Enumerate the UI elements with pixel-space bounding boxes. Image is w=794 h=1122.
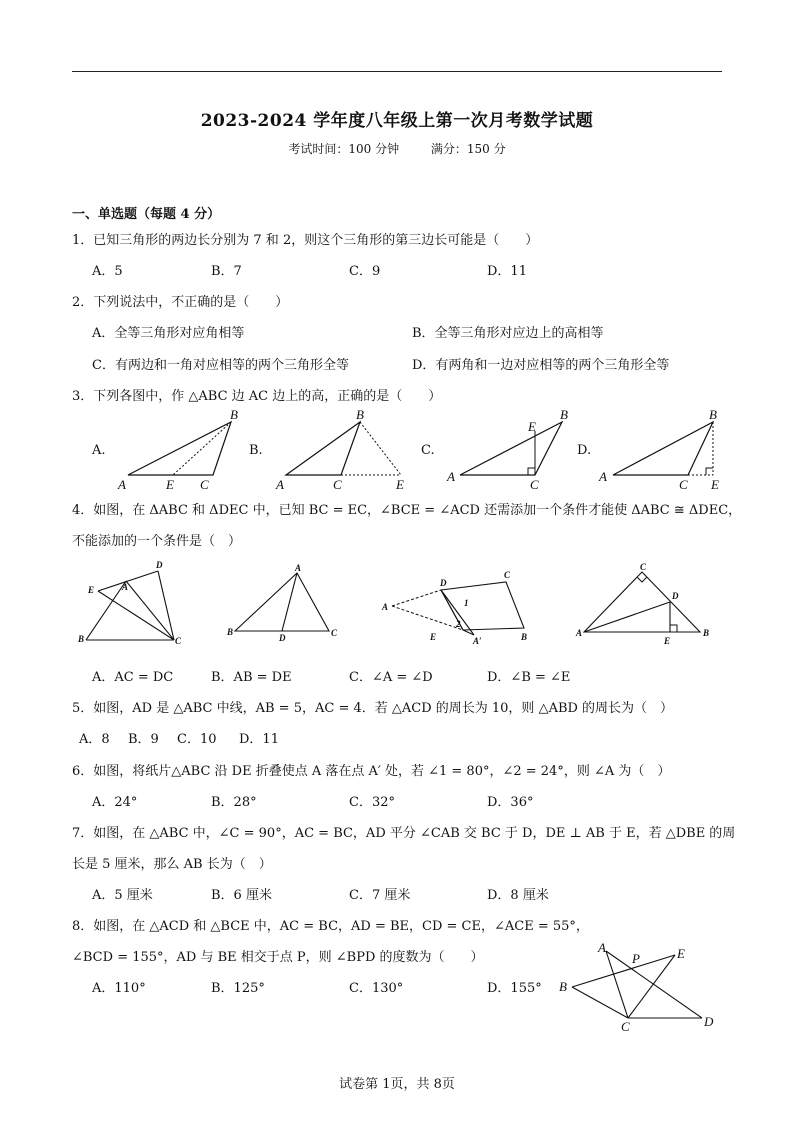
- q4-option-a[interactable]: A．AC = DC: [92, 670, 174, 685]
- q7-figure: [572, 562, 722, 652]
- svg-text:A: A: [576, 628, 583, 638]
- svg-text:C: C: [331, 628, 338, 638]
- q8-figure: [555, 940, 725, 1032]
- svg-text:C: C: [679, 477, 688, 492]
- q6-option-c[interactable]: C．32°: [349, 795, 395, 810]
- svg-text:B: B: [230, 407, 238, 422]
- svg-text:C: C: [621, 1019, 630, 1034]
- svg-text:D: D: [704, 1014, 714, 1029]
- q2-option-d[interactable]: D．有两角和一边对应相等的两个三角形全等: [412, 358, 670, 373]
- svg-text:E: E: [88, 585, 95, 595]
- q2-option-b[interactable]: B．全等三角形对应边上的高相等: [412, 326, 604, 341]
- svg-text:2: 2: [456, 619, 461, 629]
- q2-option-a[interactable]: A．全等三角形对应角相等: [92, 326, 245, 341]
- q6-figure: [378, 562, 548, 652]
- svg-text:1: 1: [464, 598, 469, 608]
- question-5-stem: 5．如图，AD 是 △ABC 中线，AB = 5，AC = 4．若 △ACD 的周长为 10，则 △ABD 的周长为（ ）: [72, 701, 674, 716]
- q4-option-c[interactable]: C．∠A = ∠D: [349, 670, 433, 685]
- q5-option-d[interactable]: D．11: [239, 732, 279, 747]
- q4-figure: [78, 560, 188, 650]
- q1-option-c[interactable]: C．9: [349, 264, 381, 279]
- svg-text:E: E: [677, 946, 685, 961]
- svg-text:A: A: [295, 563, 302, 573]
- q7-option-a[interactable]: A．5 厘米: [92, 888, 153, 903]
- svg-text:C: C: [200, 477, 209, 492]
- q8-option-d[interactable]: D．155°: [487, 981, 542, 996]
- svg-text:E: E: [166, 477, 174, 492]
- q5-option-a[interactable]: A．8: [79, 732, 110, 747]
- q4-option-d[interactable]: D．∠B = ∠E: [487, 670, 571, 685]
- q1-option-d[interactable]: D．11: [487, 264, 527, 279]
- page-footer: 试卷第 1页，共 8页: [339, 1077, 455, 1092]
- svg-text:C: C: [333, 477, 342, 492]
- svg-text:A: A: [122, 582, 129, 592]
- svg-text:D: D: [672, 591, 679, 601]
- svg-text:A: A: [447, 469, 455, 484]
- svg-text:E: E: [711, 477, 719, 492]
- q6-option-d[interactable]: D．36°: [487, 795, 534, 810]
- q7-option-b[interactable]: B．6 厘米: [211, 888, 272, 903]
- svg-text:B: B: [709, 407, 717, 422]
- q8-option-b[interactable]: B．125°: [211, 981, 265, 996]
- question-4-stem-line1: 4．如图，在 ΔABC 和 ΔDEC 中，已知 BC = EC，∠BCE = ∠ACD 还需添加一个条件才能使 ΔABC ≅ ΔDEC，: [72, 503, 742, 518]
- svg-text:E: E: [528, 419, 536, 434]
- q3-option-d[interactable]: D.: [577, 443, 592, 458]
- svg-text:E: E: [396, 477, 404, 492]
- q3-figure-c: [442, 405, 582, 495]
- question-7-stem-line1: 7．如图，在 △ABC 中，∠C = 90°，AC = BC，AD 平分 ∠CAB 交 BC 于 D，DE ⊥ AB 于 E，若 △DBE 的周: [72, 826, 736, 841]
- svg-text:D: D: [440, 578, 447, 588]
- top-rule: [72, 71, 722, 72]
- q8-option-a[interactable]: A．110°: [92, 981, 146, 996]
- q5-option-c[interactable]: C．10: [177, 732, 217, 747]
- q4-option-b[interactable]: B．AB = DE: [211, 670, 292, 685]
- question-4-stem-line2: 不能添加的一个条件是（ ）: [72, 534, 242, 549]
- q1-option-a[interactable]: A．5: [92, 264, 123, 279]
- svg-text:A: A: [599, 469, 607, 484]
- svg-text:C: C: [640, 562, 647, 572]
- exam-info: [0, 140, 794, 157]
- svg-text:D: D: [156, 560, 163, 570]
- svg-text:C: C: [504, 570, 511, 580]
- svg-text:B: B: [356, 407, 364, 422]
- q5-figure: [225, 563, 345, 648]
- q5-option-b[interactable]: B．9: [128, 732, 159, 747]
- svg-text:B: B: [227, 627, 234, 637]
- svg-text:B: B: [560, 407, 568, 422]
- svg-text:B: B: [521, 632, 528, 642]
- question-6-stem: 6．如图，将纸片△ABC 沿 DE 折叠使点 A 落在点 A′ 处，若 ∠1 = 80°，∠2 = 24°，则 ∠A 为（ ）: [72, 764, 671, 779]
- q7-option-d[interactable]: D．8 厘米: [487, 888, 549, 903]
- q1-option-b[interactable]: B．7: [211, 264, 242, 279]
- question-2-stem: 2．下列说法中，不正确的是（ ）: [72, 295, 289, 310]
- q8-option-c[interactable]: C．130°: [349, 981, 404, 996]
- svg-text:A: A: [276, 477, 284, 492]
- svg-text:C: C: [530, 477, 539, 492]
- q3-option-c[interactable]: C.: [421, 443, 435, 458]
- full-score: 满分：150 分: [430, 142, 506, 156]
- svg-text:D: D: [279, 633, 286, 643]
- question-1-stem: 1．已知三角形的两边长分别为 7 和 2，则这个三角形的第三边长可能是（ ）: [72, 233, 539, 248]
- question-3-stem: 3．下列各图中，作 △ABC 边 AC 边上的高，正确的是（ ）: [72, 389, 442, 404]
- q3-figure-b: [268, 405, 418, 495]
- question-7-stem-line2: 长是 5 厘米，那么 AB 长为（ ）: [72, 857, 272, 872]
- svg-text:C: C: [175, 636, 182, 646]
- q6-option-a[interactable]: A．24°: [92, 795, 138, 810]
- q3-option-a[interactable]: A.: [92, 443, 106, 458]
- svg-text:E: E: [664, 636, 671, 646]
- section-heading: 一、单选题（每题 4 分）: [72, 207, 221, 222]
- question-8-stem-line1: 8．如图，在 △ACD 和 △BCE 中，AC = BC，AD = BE，CD = CE，∠ACE = 55°，: [72, 919, 589, 934]
- svg-text:B: B: [78, 634, 85, 644]
- svg-text:E: E: [430, 632, 437, 642]
- svg-text:A′: A′: [473, 636, 482, 646]
- q6-option-b[interactable]: B．28°: [211, 795, 257, 810]
- q3-figure-a: [110, 405, 250, 495]
- page-title: 2023-2024 学年度八年级上第一次月考数学试题: [200, 111, 594, 131]
- q3-option-b[interactable]: B.: [249, 443, 263, 458]
- svg-text:A: A: [598, 940, 606, 955]
- svg-text:A: A: [382, 602, 389, 612]
- question-8-stem-line2: ∠BCD = 155°，AD 与 BE 相交于点 P，则 ∠BPD 的度数为（ ）: [72, 950, 484, 965]
- q3-figure-d: [595, 405, 735, 495]
- exam-time: 考试时间：100 分钟: [288, 142, 400, 156]
- svg-text:B: B: [559, 979, 567, 994]
- svg-text:B: B: [703, 628, 710, 638]
- q2-option-c[interactable]: C．有两边和一角对应相等的两个三角形全等: [92, 358, 349, 373]
- svg-text:P: P: [632, 951, 640, 966]
- q7-option-c[interactable]: C．7 厘米: [349, 888, 411, 903]
- svg-text:A: A: [118, 477, 126, 492]
